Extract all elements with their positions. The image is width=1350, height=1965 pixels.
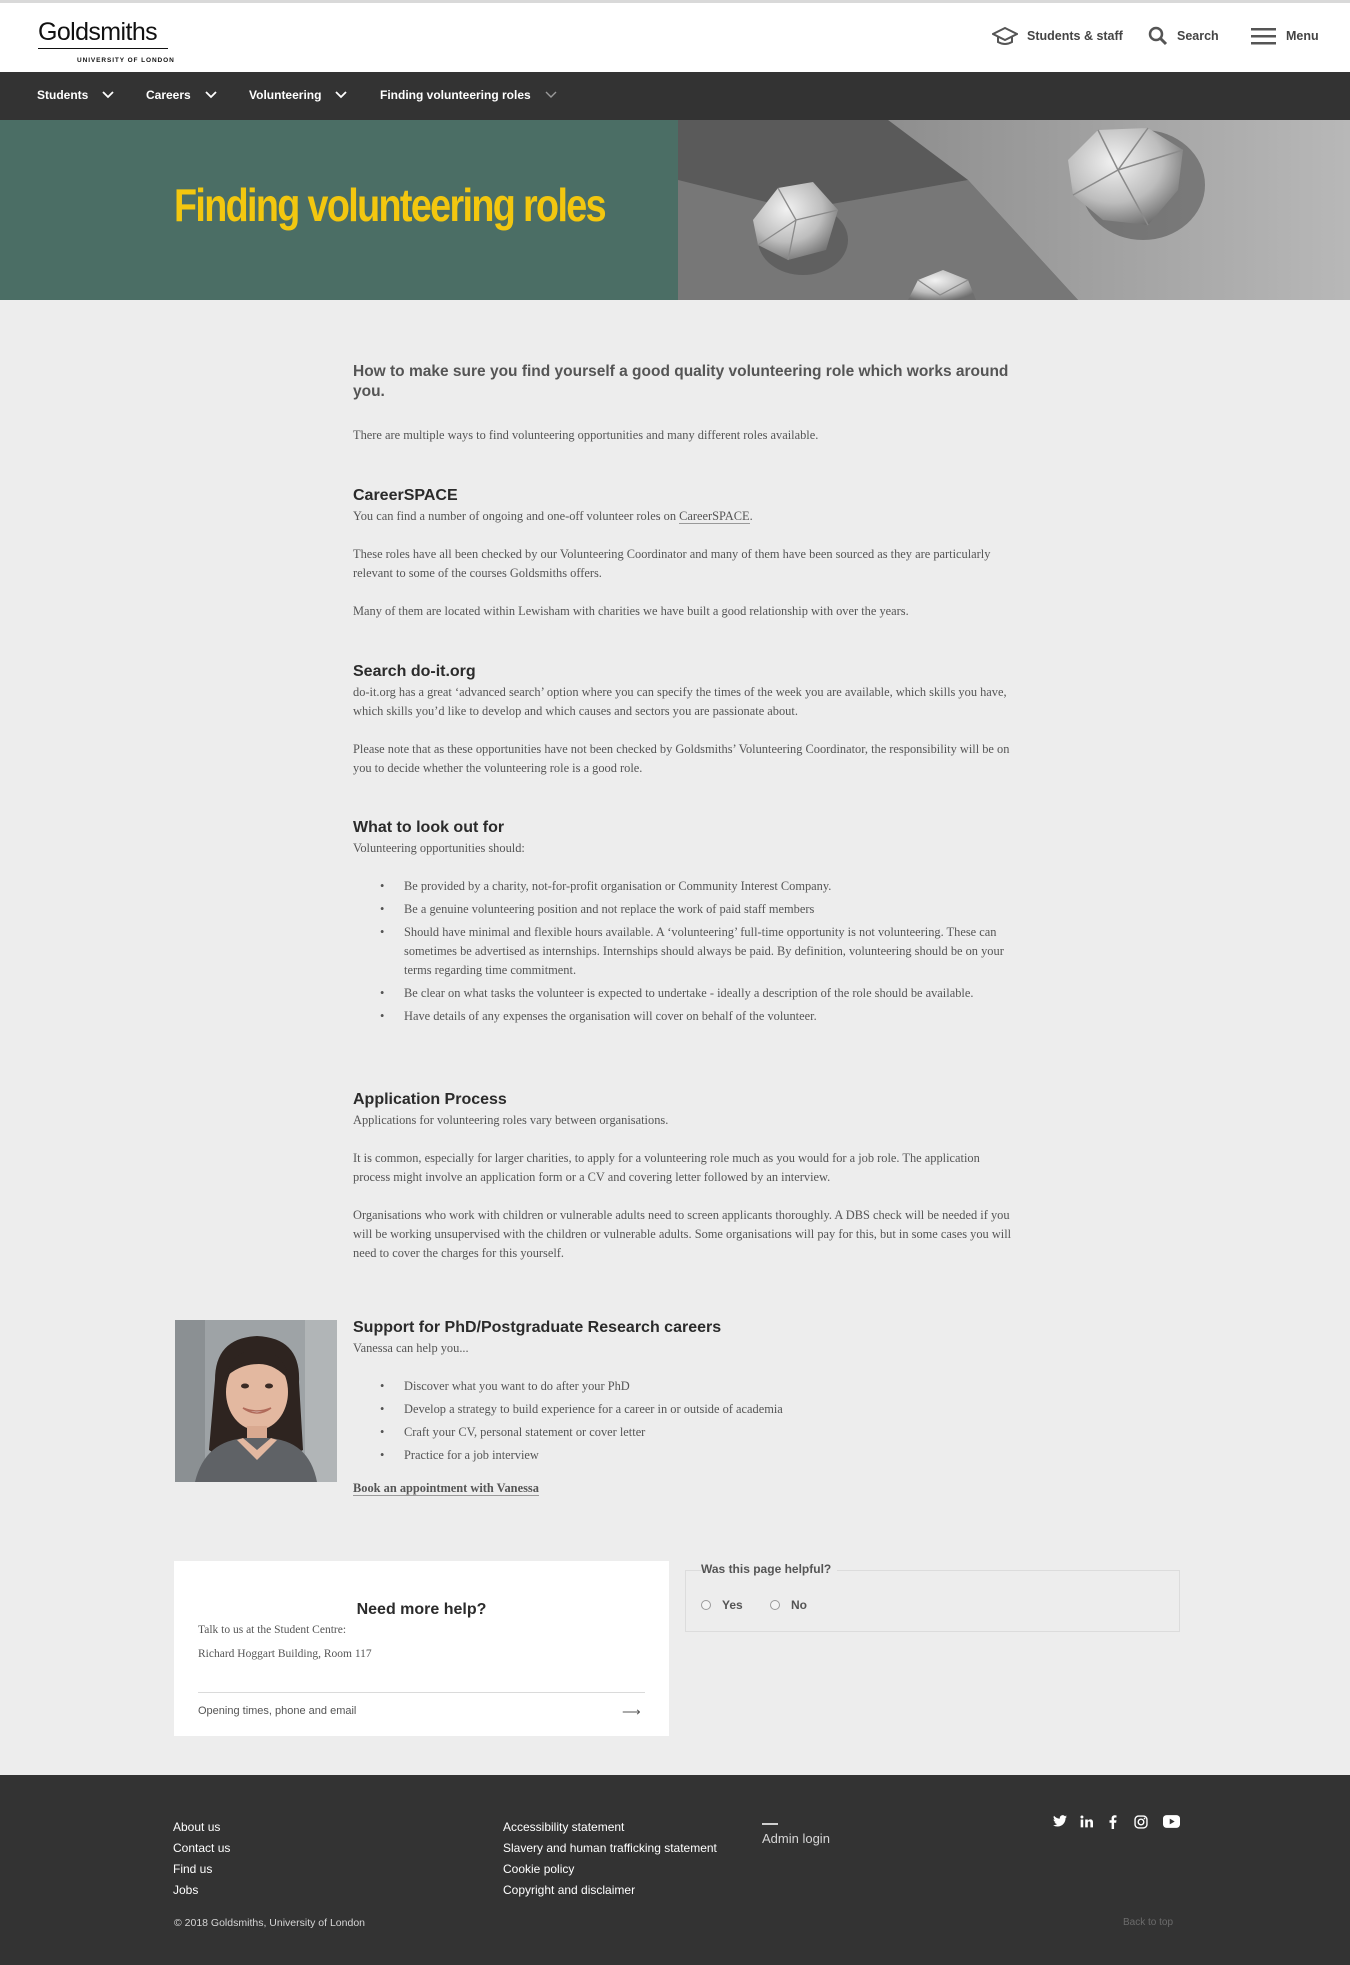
back-to-top-link[interactable]: Back to top [1123, 1917, 1174, 1928]
feedback-no-option[interactable] [770, 1598, 807, 1612]
instagram-icon[interactable] [1134, 1815, 1148, 1829]
help-title: Need more help? [356, 1601, 487, 1618]
support-intro: Vanessa can help you... [353, 1341, 469, 1355]
careerspace-link[interactable]: CareerSPACE [679, 509, 750, 523]
site-header [0, 3, 1350, 72]
radio-no[interactable] [770, 1600, 780, 1610]
chevron-down-icon [102, 91, 114, 99]
footer-link-cookie[interactable]: Cookie policy [503, 1862, 575, 1876]
text-span: . [749, 509, 753, 523]
opening-times-link[interactable]: Opening times, phone and email [198, 1705, 357, 1717]
youtube-icon[interactable] [1163, 1815, 1180, 1828]
section-heading: Search do-it.org [353, 663, 476, 680]
lookout-section [353, 818, 1013, 1030]
footer-link-copyright[interactable]: Copyright and disclaimer [503, 1883, 636, 1897]
radio-yes[interactable] [701, 1600, 711, 1610]
careerspace-paragraph-3: Many of them are located within Lewisham with charities we have built a good relationship with over the years. [353, 604, 909, 618]
students-staff-link[interactable] [992, 26, 1123, 46]
menu-button[interactable] [1251, 26, 1319, 46]
application-paragraph-2: It is common, especially for larger charities, to apply for a volunteering role much as you would for a job role. The application process might involve an application form or a CV and covering letter followed by an interview. [353, 1151, 980, 1184]
page-title: Finding volunteering roles [174, 179, 605, 231]
footer-link-slavery[interactable]: Slavery and human trafficking statement [503, 1841, 717, 1855]
list-item: • Have details of any expenses the organisation will cover on behalf of the volunteer. [353, 1007, 1013, 1026]
admin-dash [762, 1823, 778, 1825]
breadcrumb-nav [0, 72, 1350, 120]
application-paragraph-3: Organisations who work with children or vulnerable adults need to screen applicants thoroughly. A DBS check will be needed if you will be working unsupervised with the children or vulnerable adults. Some organisations will pay for this, but in some cases you will need to cover the charges for this yourself. [353, 1208, 1012, 1260]
nav-item-finding-roles[interactable] [380, 88, 557, 102]
text-span: You can find a number of ongoing and one-off volunteer roles on [353, 509, 680, 523]
lookout-intro: Volunteering opportunities should: [353, 841, 525, 855]
list-item: • Develop a strategy to build experience for a career in or outside of academia [353, 1400, 1013, 1419]
section-heading: Application Process [353, 1091, 507, 1108]
nav-item-label: Students [37, 88, 89, 102]
list-item: • Be provided by a charity, not-for-profit organisation or Community Interest Company. [353, 877, 1013, 896]
chevron-down-icon [545, 91, 557, 99]
logo-subtitle: UNIVERSITY OF LONDON [77, 57, 175, 64]
facebook-icon[interactable] [1109, 1815, 1117, 1829]
copyright-text: © 2018 Goldsmiths, University of London [174, 1917, 365, 1929]
nav-item-volunteering[interactable] [249, 88, 347, 102]
doit-paragraph: do-it.org has a great ‘advanced search’ option where you can specify the times of the week you are available, which skills you have, which skills you’d like to develop and which causes and sectors you are passionate about. [353, 685, 1007, 718]
intro-section [353, 362, 1013, 445]
doit-paragraph-2: Please note that as these opportunities have not been checked by Goldsmiths’ Volunteering Coordinator, the responsibility will be on you to decide whether the volunteering role is a good role. [353, 742, 1010, 775]
crumpled-paper-image [678, 120, 1350, 300]
feedback-fieldset [685, 1570, 1180, 1632]
chevron-down-icon [335, 91, 347, 99]
lead-paragraph: How to make sure you find yourself a good quality volunteering role which works around you. [353, 363, 1009, 400]
graduation-cap-icon [992, 26, 1018, 46]
footer-link-about[interactable]: About us [173, 1820, 221, 1834]
support-section [353, 1318, 1013, 1498]
support-list [353, 1377, 1013, 1465]
linkedin-icon[interactable] [1080, 1815, 1093, 1828]
list-item: • Be clear on what tasks the volunteer is expected to undertake - ideally a description of the role should be available. [353, 984, 1013, 1003]
intro-paragraph: There are multiple ways to find volunteering opportunities and many different roles available. [353, 428, 819, 442]
footer-link-contact[interactable]: Contact us [173, 1841, 231, 1855]
book-appointment-link[interactable]: Book an appointment with Vanessa [353, 1481, 539, 1495]
lookout-list [353, 877, 1013, 1026]
students-staff-label: Students & staff [1027, 29, 1123, 43]
help-box [174, 1561, 669, 1736]
hero-image [678, 120, 1350, 300]
book-appointment-container [353, 1479, 1013, 1498]
nav-item-label: Finding volunteering roles [380, 88, 531, 102]
chevron-down-icon [205, 91, 217, 99]
goldsmiths-logo[interactable] [38, 19, 177, 67]
list-item: • Be a genuine volunteering position and not replace the work of paid staff members [353, 900, 1013, 919]
application-section [353, 1090, 1013, 1263]
help-line-1: Talk to us at the Student Centre: [198, 1624, 347, 1636]
hamburger-icon [1251, 26, 1277, 46]
nav-item-label: Volunteering [249, 88, 322, 102]
nav-item-label: Careers [146, 88, 191, 102]
search-icon [1148, 26, 1168, 46]
vanessa-photo [175, 1320, 337, 1482]
arrow-right-icon[interactable]: ⟶ [622, 1704, 641, 1719]
list-item: • Discover what you want to do after your PhD [353, 1377, 1013, 1396]
careerspace-section [353, 486, 1013, 621]
search-label: Search [1177, 29, 1219, 43]
logo-rule [38, 48, 168, 49]
careerspace-paragraph [353, 507, 1013, 526]
feedback-yes-option[interactable] [701, 1598, 743, 1612]
help-line-2: Richard Hoggart Building, Room 117 [198, 1648, 372, 1660]
menu-label: Menu [1286, 29, 1319, 43]
list-item: • Practice for a job interview [353, 1446, 1013, 1465]
nav-item-careers[interactable] [146, 88, 217, 102]
doit-section [353, 662, 1013, 778]
list-item: • Craft your CV, personal statement or cover letter [353, 1423, 1013, 1442]
no-label: No [791, 1598, 807, 1612]
twitter-icon[interactable] [1053, 1815, 1067, 1827]
site-footer [0, 1775, 1350, 1965]
footer-link-accessibility[interactable]: Accessibility statement [503, 1820, 625, 1834]
search-button[interactable] [1148, 26, 1219, 46]
divider [198, 1692, 645, 1693]
careerspace-paragraph-2: These roles have all been checked by our Volunteering Coordinator and many of them have been sourced as they are particularly relevant to some of the courses Goldsmiths offers. [353, 547, 991, 580]
footer-link-find-us[interactable]: Find us [173, 1862, 213, 1876]
feedback-question: Was this page helpful? [701, 1562, 837, 1576]
section-heading: CareerSPACE [353, 487, 458, 504]
list-item: • Should have minimal and flexible hours available. A ‘volunteering’ full-time opportunity is not volunteering. These can sometimes be advertised as internships. Internships should always be paid. By definition, volunteering should be on your terms regarding time commitment. [353, 923, 1013, 980]
portrait-image [175, 1320, 337, 1482]
section-heading: Support for PhD/Postgraduate Research careers [353, 1319, 722, 1336]
hero-banner [0, 120, 678, 300]
admin-login-link[interactable]: Admin login [762, 1831, 830, 1846]
yes-label: Yes [722, 1598, 743, 1612]
section-heading: What to look out for [353, 819, 505, 836]
nav-item-students[interactable] [37, 88, 114, 102]
footer-link-jobs[interactable]: Jobs [173, 1883, 199, 1897]
logo-wordmark: Goldsmiths [38, 18, 158, 46]
application-paragraph: Applications for volunteering roles vary between organisations. [353, 1113, 669, 1127]
